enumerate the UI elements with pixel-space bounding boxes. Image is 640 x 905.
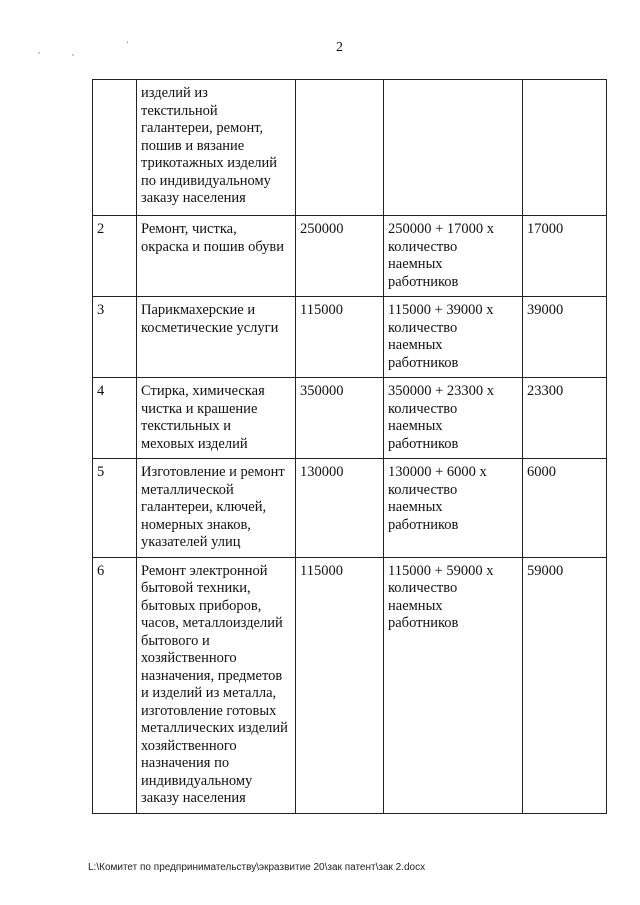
- per-employee-rate-cell: [523, 80, 607, 216]
- income-formula-cell: [384, 297, 523, 378]
- patent-rates-table: [92, 79, 607, 814]
- income-formula-line: работников: [388, 354, 459, 371]
- income-formula-line: работников: [388, 615, 459, 631]
- income-formula-line: 250000 + 17000 х: [388, 221, 495, 237]
- income-formula-line: 115000 + 39000 х: [388, 302, 494, 318]
- base-income-cell: [296, 80, 384, 216]
- income-formula-line: наемных: [388, 256, 443, 272]
- table-row: [93, 216, 607, 297]
- activity-name-line: металлической: [141, 481, 234, 498]
- activity-name-cell: [137, 297, 296, 378]
- activity-name-line: Ремонт, чистка,: [141, 221, 237, 237]
- activity-name-line: по индивидуальному: [141, 172, 271, 189]
- income-formula-line: количество: [388, 319, 458, 336]
- income-formula-line: количество: [388, 400, 458, 417]
- row-number-cell: 4: [93, 378, 137, 459]
- file-path-footer: L:\Комитет по предпринимательству\экразвитие 20\зак патент\зак 2.docx: [88, 862, 426, 873]
- income-formula-line: количество: [388, 238, 458, 255]
- income-formula-line: работников: [388, 273, 459, 290]
- table-row: [93, 378, 607, 459]
- activity-name-line: бытового и: [141, 632, 210, 649]
- activity-name-line: галантереи, ключей,: [141, 499, 267, 515]
- activity-name-line: текстильных и: [141, 418, 231, 434]
- activity-name-cell: [137, 378, 296, 459]
- activity-name-line: и изделий из металла,: [141, 685, 277, 701]
- activity-name-line: пошив и вязание: [141, 137, 245, 154]
- per-employee-rate-cell: 39000: [523, 297, 607, 378]
- activity-name-line: часов, металлоизделий: [141, 615, 283, 631]
- income-formula-line: 130000 + 6000 х: [388, 464, 487, 480]
- activity-name-line: металлических изделий: [141, 720, 288, 736]
- activity-name-line: трикотажных изделий: [141, 155, 278, 171]
- row-number-cell: 2: [93, 216, 137, 297]
- activity-name-line: чистка и крашение: [141, 400, 258, 417]
- per-employee-rate-cell: 6000: [523, 459, 607, 558]
- row-number-cell: 6: [93, 557, 137, 813]
- activity-name-line: указателей улиц: [141, 534, 241, 550]
- income-formula-line: количество: [388, 580, 458, 596]
- table-row: [93, 80, 607, 216]
- activity-name-line: меховых изделий: [141, 435, 248, 452]
- activity-name-line: окраска и пошив обуви: [141, 238, 285, 255]
- income-formula-line: наемных: [388, 337, 443, 353]
- income-formula-line: 350000 + 23300 х: [388, 383, 495, 399]
- activity-name-cell: [137, 80, 296, 216]
- activity-name-line: заказу населения: [141, 190, 246, 206]
- income-formula-line: наемных: [388, 499, 443, 515]
- base-income-cell: 350000: [296, 378, 384, 459]
- income-formula-line: работников: [388, 435, 459, 452]
- activity-name-line: Стирка, химическая: [141, 383, 265, 399]
- activity-name-line: галантереи, ремонт,: [141, 120, 264, 136]
- income-formula-cell: [384, 459, 523, 558]
- income-formula-line: наемных: [388, 597, 443, 614]
- activity-name-line: изготовление готовых: [141, 702, 277, 719]
- activity-name-line: косметические услуги: [141, 319, 279, 336]
- income-formula-cell: [384, 216, 523, 297]
- activity-name-line: назначения по: [141, 755, 230, 771]
- activity-name-cell: [137, 459, 296, 558]
- scan-speck: ,: [72, 48, 74, 57]
- row-number-cell: 3: [93, 297, 137, 378]
- scan-speck: ,: [38, 46, 40, 55]
- income-formula-line: 115000 + 59000 х: [388, 562, 494, 579]
- table-row: [93, 557, 607, 813]
- page-number: 2: [336, 40, 343, 55]
- income-formula-line: наемных: [388, 418, 443, 434]
- activity-name-line: бытовой техники,: [141, 580, 251, 596]
- activity-name-cell: [137, 557, 296, 813]
- base-income-cell: 115000: [296, 297, 384, 378]
- activity-name-line: Парикмахерские и: [141, 302, 256, 318]
- row-number-cell: 5: [93, 459, 137, 558]
- income-formula-cell: [384, 378, 523, 459]
- per-employee-rate-cell: 23300: [523, 378, 607, 459]
- scan-speck: ': [127, 40, 129, 49]
- activity-name-line: назначения, предметов: [141, 667, 283, 684]
- income-formula-line: количество: [388, 481, 458, 498]
- activity-name-line: номерных знаков,: [141, 516, 251, 533]
- activity-name-line: индивидуальному: [141, 772, 253, 789]
- activity-name-line: бытовых приборов,: [141, 597, 262, 614]
- base-income-cell: 115000: [296, 557, 384, 813]
- per-employee-rate-cell: 17000: [523, 216, 607, 297]
- activity-name-line: Изготовление и ремонт: [141, 464, 285, 480]
- base-income-cell: 130000: [296, 459, 384, 558]
- income-formula-cell: [384, 557, 523, 813]
- activity-name-line: хозяйственного: [141, 737, 237, 754]
- income-formula-cell: [384, 80, 523, 216]
- table-row: [93, 297, 607, 378]
- activity-name-line: Ремонт электронной: [141, 562, 268, 579]
- per-employee-rate-cell: 59000: [523, 557, 607, 813]
- base-income-cell: 250000: [296, 216, 384, 297]
- income-formula-line: работников: [388, 516, 459, 533]
- table-row: [93, 459, 607, 558]
- activity-name-cell: [137, 216, 296, 297]
- activity-name-line: изделий из: [141, 85, 208, 101]
- row-number-cell: [93, 80, 137, 216]
- activity-name-line: текстильной: [141, 102, 218, 119]
- activity-name-line: заказу населения: [141, 790, 246, 806]
- activity-name-line: хозяйственного: [141, 650, 237, 666]
